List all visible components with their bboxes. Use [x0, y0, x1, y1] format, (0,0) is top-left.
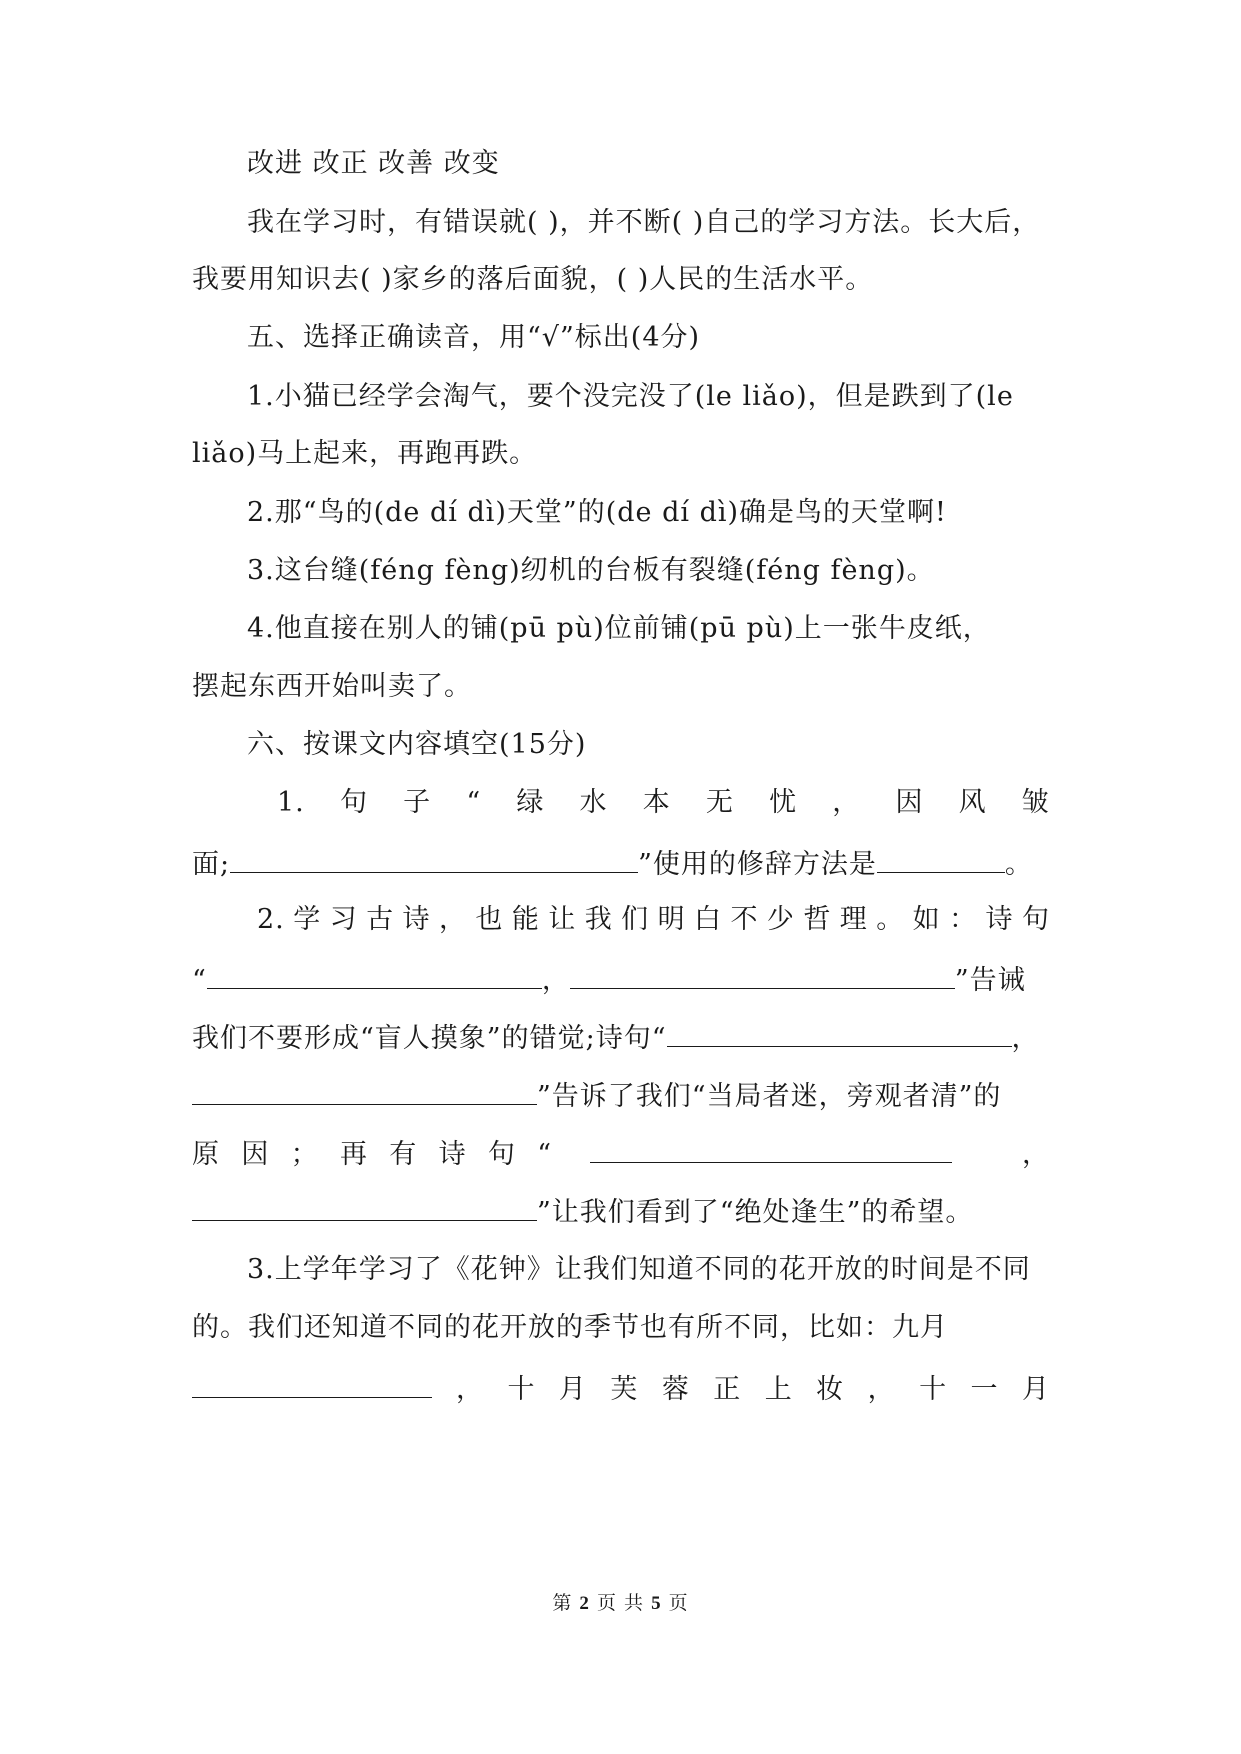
q6-2-line-3: 我们不要形成“盲人摸象”的错觉;诗句“ ，: [192, 1016, 1050, 1056]
answer-blank[interactable]: [192, 1074, 537, 1105]
answer-blank[interactable]: [590, 1132, 952, 1163]
q6-1-token: 风: [958, 787, 987, 818]
word-options: 改进 改正 改善 改变: [247, 148, 500, 179]
q6-1-token: 无: [705, 787, 734, 818]
section-5-heading: 五、选择正确读音，用“√”标出(4分): [247, 322, 701, 353]
q6-2-line-1: 2. 学 习 古 诗 ， 也 能 让 我 们 明 白 不 少 哲 理 。 如 ： 诗 句: [257, 904, 1050, 935]
q6-1-token: “: [466, 787, 482, 818]
answer-blank[interactable]: [570, 958, 955, 989]
q6-2-line-5: 原 因 ； 再 有 诗 句 “ ，: [192, 1132, 1050, 1172]
q6-1-token: 忧: [769, 787, 798, 818]
q5-4-line-2: 摆起东西开始叫卖了。: [192, 671, 472, 702]
q6-3-line-3: ， 十 月 芙 蓉 正 上 妆 ， 十 一 月: [192, 1367, 1050, 1407]
q5-3: 3.这台缝(féng fèng)纫机的台板有裂缝(féng fèng)。: [247, 555, 935, 586]
q6-1-token: 皱: [1021, 787, 1050, 818]
q6-1-token: 本: [642, 787, 671, 818]
q6-1-token: 绿: [516, 787, 545, 818]
q6-1-line-2: 面; ”使用的修辞方法是 。: [192, 842, 1050, 882]
q6-2-line-4: ”告诉了我们“当局者迷，旁观者清”的: [192, 1074, 1050, 1114]
answer-blank[interactable]: [877, 842, 1005, 873]
fill-sentence-line-1: 我在学习时，有错误就( )，并不断( )自己的学习方法。长大后，: [247, 207, 1041, 238]
q6-1-token: 因: [895, 787, 924, 818]
page-footer: 第 2 页 共 5 页: [552, 1592, 689, 1614]
q5-4-line-1: 4.他直接在别人的铺(pū pù)位前铺(pū pù)上一张牛皮纸，: [247, 613, 991, 644]
q5-1-line-1: 1.小猫已经学会淘气，要个没完没了(le liǎo)，但是跌到了(le: [247, 381, 1014, 412]
q6-1-token: 1.: [277, 787, 305, 818]
section-6-heading: 六、按课文内容填空(15分): [247, 729, 587, 760]
q6-1-token: 句: [339, 787, 368, 818]
page-total: 5: [651, 1593, 662, 1614]
answer-blank[interactable]: [230, 842, 638, 873]
q6-3-line-1: 3.上学年学习了《花钟》让我们知道不同的花开放的时间是不同: [247, 1254, 1031, 1285]
q6-1-line-1: [277, 783, 1050, 823]
q6-2-line-2: “ ， ”告诫: [192, 958, 1050, 998]
answer-blank[interactable]: [667, 1016, 1012, 1047]
answer-blank[interactable]: [192, 1367, 432, 1398]
answer-blank[interactable]: [192, 1190, 537, 1221]
q5-1-line-2: liǎo)马上起来，再跑再跌。: [192, 438, 538, 469]
q5-2: 2.那“鸟的(de dí dì)天堂”的(de dí dì)确是鸟的天堂啊!: [247, 497, 947, 528]
q6-1-token: 子: [403, 787, 432, 818]
q6-1-token: ，: [832, 787, 861, 818]
q6-2-line-6: ”让我们看到了“绝处逢生”的希望。: [192, 1190, 1050, 1230]
page-number: 2: [579, 1593, 590, 1614]
answer-blank[interactable]: [207, 958, 542, 989]
q6-3-line-2: 的。我们还知道不同的花开放的季节也有所不同，比如：九月: [192, 1312, 948, 1343]
q6-1-token: 水: [579, 787, 608, 818]
fill-sentence-line-2: 我要用知识去( )家乡的落后面貌，( )人民的生活水平。: [192, 264, 874, 295]
